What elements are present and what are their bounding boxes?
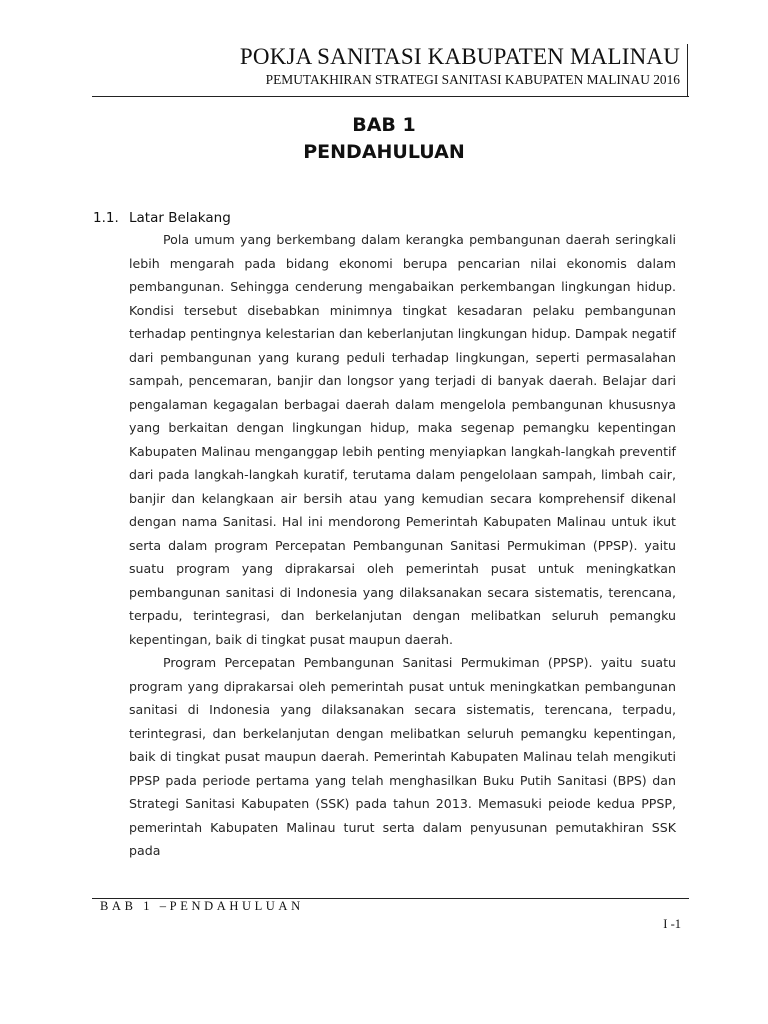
paragraph: Program Percepatan Pembangunan Sanitasi Permukiman (PPSP). yaitu suatu program yang diprakarsai oleh pemerintah pusat untuk meningkatkan pembangunan sanitasi di Indonesia yang dilaksanakan secara sistematis, terencana, terpadu, terintegrasi, dan berkelanjutan dengan melibatkan seluruh pemangku kepentingan, baik di tingkat pusat maupun daerah. Pemerintah Kabupaten Malinau telah mengikuti PPSP pada periode pertama yang telah menghasilkan Buku Putih Sanitasi (BPS) dan Strategi Sanitasi Kabupaten (SSK) pada tahun 2013. Memasuki peiode kedua PPSP, pemerintah Kabupaten Malinau turut serta dalam penyusunan pemutakhiran SSK pada [129, 655, 676, 858]
section-number: 1.1. [93, 210, 119, 226]
section-title: Latar Belakang [129, 210, 231, 226]
header-horizontal-rule [92, 96, 689, 97]
footer-chapter-label: BAB 1 –PENDAHULUAN [100, 899, 304, 913]
page-number: I -1 [663, 917, 681, 931]
chapter-number: BAB 1 [352, 114, 416, 136]
chapter-title: PENDAHULUAN [303, 141, 465, 163]
header-title: POKJA SANITASI KABUPATEN MALINAU [239, 44, 680, 69]
header-subtitle: PEMUTAKHIRAN STRATEGI SANITASI KABUPATEN MALINAU 2016 [265, 72, 680, 87]
header-vertical-rule [687, 44, 688, 96]
page-header [92, 44, 688, 96]
paragraph: Pola umum yang berkembang dalam kerangka pembangunan daerah seringkali lebih mengarah pada bidang ekonomi berupa pencarian nilai ekonomis dalam pembangunan. Sehingga cenderung mengabaikan perkembangan lingkungan hidup. Kondisi tersebut disebabkan minimnya tingkat kesadaran pelaku pembangunan terhadap pentingnya kelestarian dan keberlanjutan lingkungan hidup. Dampak negatif dari pembangunan yang kurang peduli terhadap lingkungan, seperti permasalahan sampah, pencemaran, banjir dan longsor yang terjadi di banyak daerah. Belajar dari pengalaman kegagalan berbagai daerah dalam mengelola pembangunan khususnya yang berkaitan dengan lingkungan hidup, maka segenap pemangku kepentingan Kabupaten Malinau menganggap lebih penting menyiapkan langkah-langkah preventif dari pada langkah-langkah kuratif, terutama dalam pengelolaan sampah, limbah cair, banjir dan kelangkaan air bersih atau yang kemudian secara komprehensif dikenal dengan nama Sanitasi. Hal ini mendorong Pemerintah Kabupaten Malinau untuk ikut serta dalam program Percepatan Pembangunan Sanitasi Permukiman (PPSP). yaitu suatu program yang diprakarsai oleh pemerintah pusat untuk meningkatkan pembangunan sanitasi di Indonesia yang dilaksanakan secara sistematis, terencana, terpadu, terintegrasi, dan berkelanjutan dengan melibatkan seluruh pemangku kepentingan, baik di tingkat pusat maupun daerah. [129, 232, 676, 647]
body-text [129, 228, 676, 863]
section-heading [93, 210, 231, 226]
